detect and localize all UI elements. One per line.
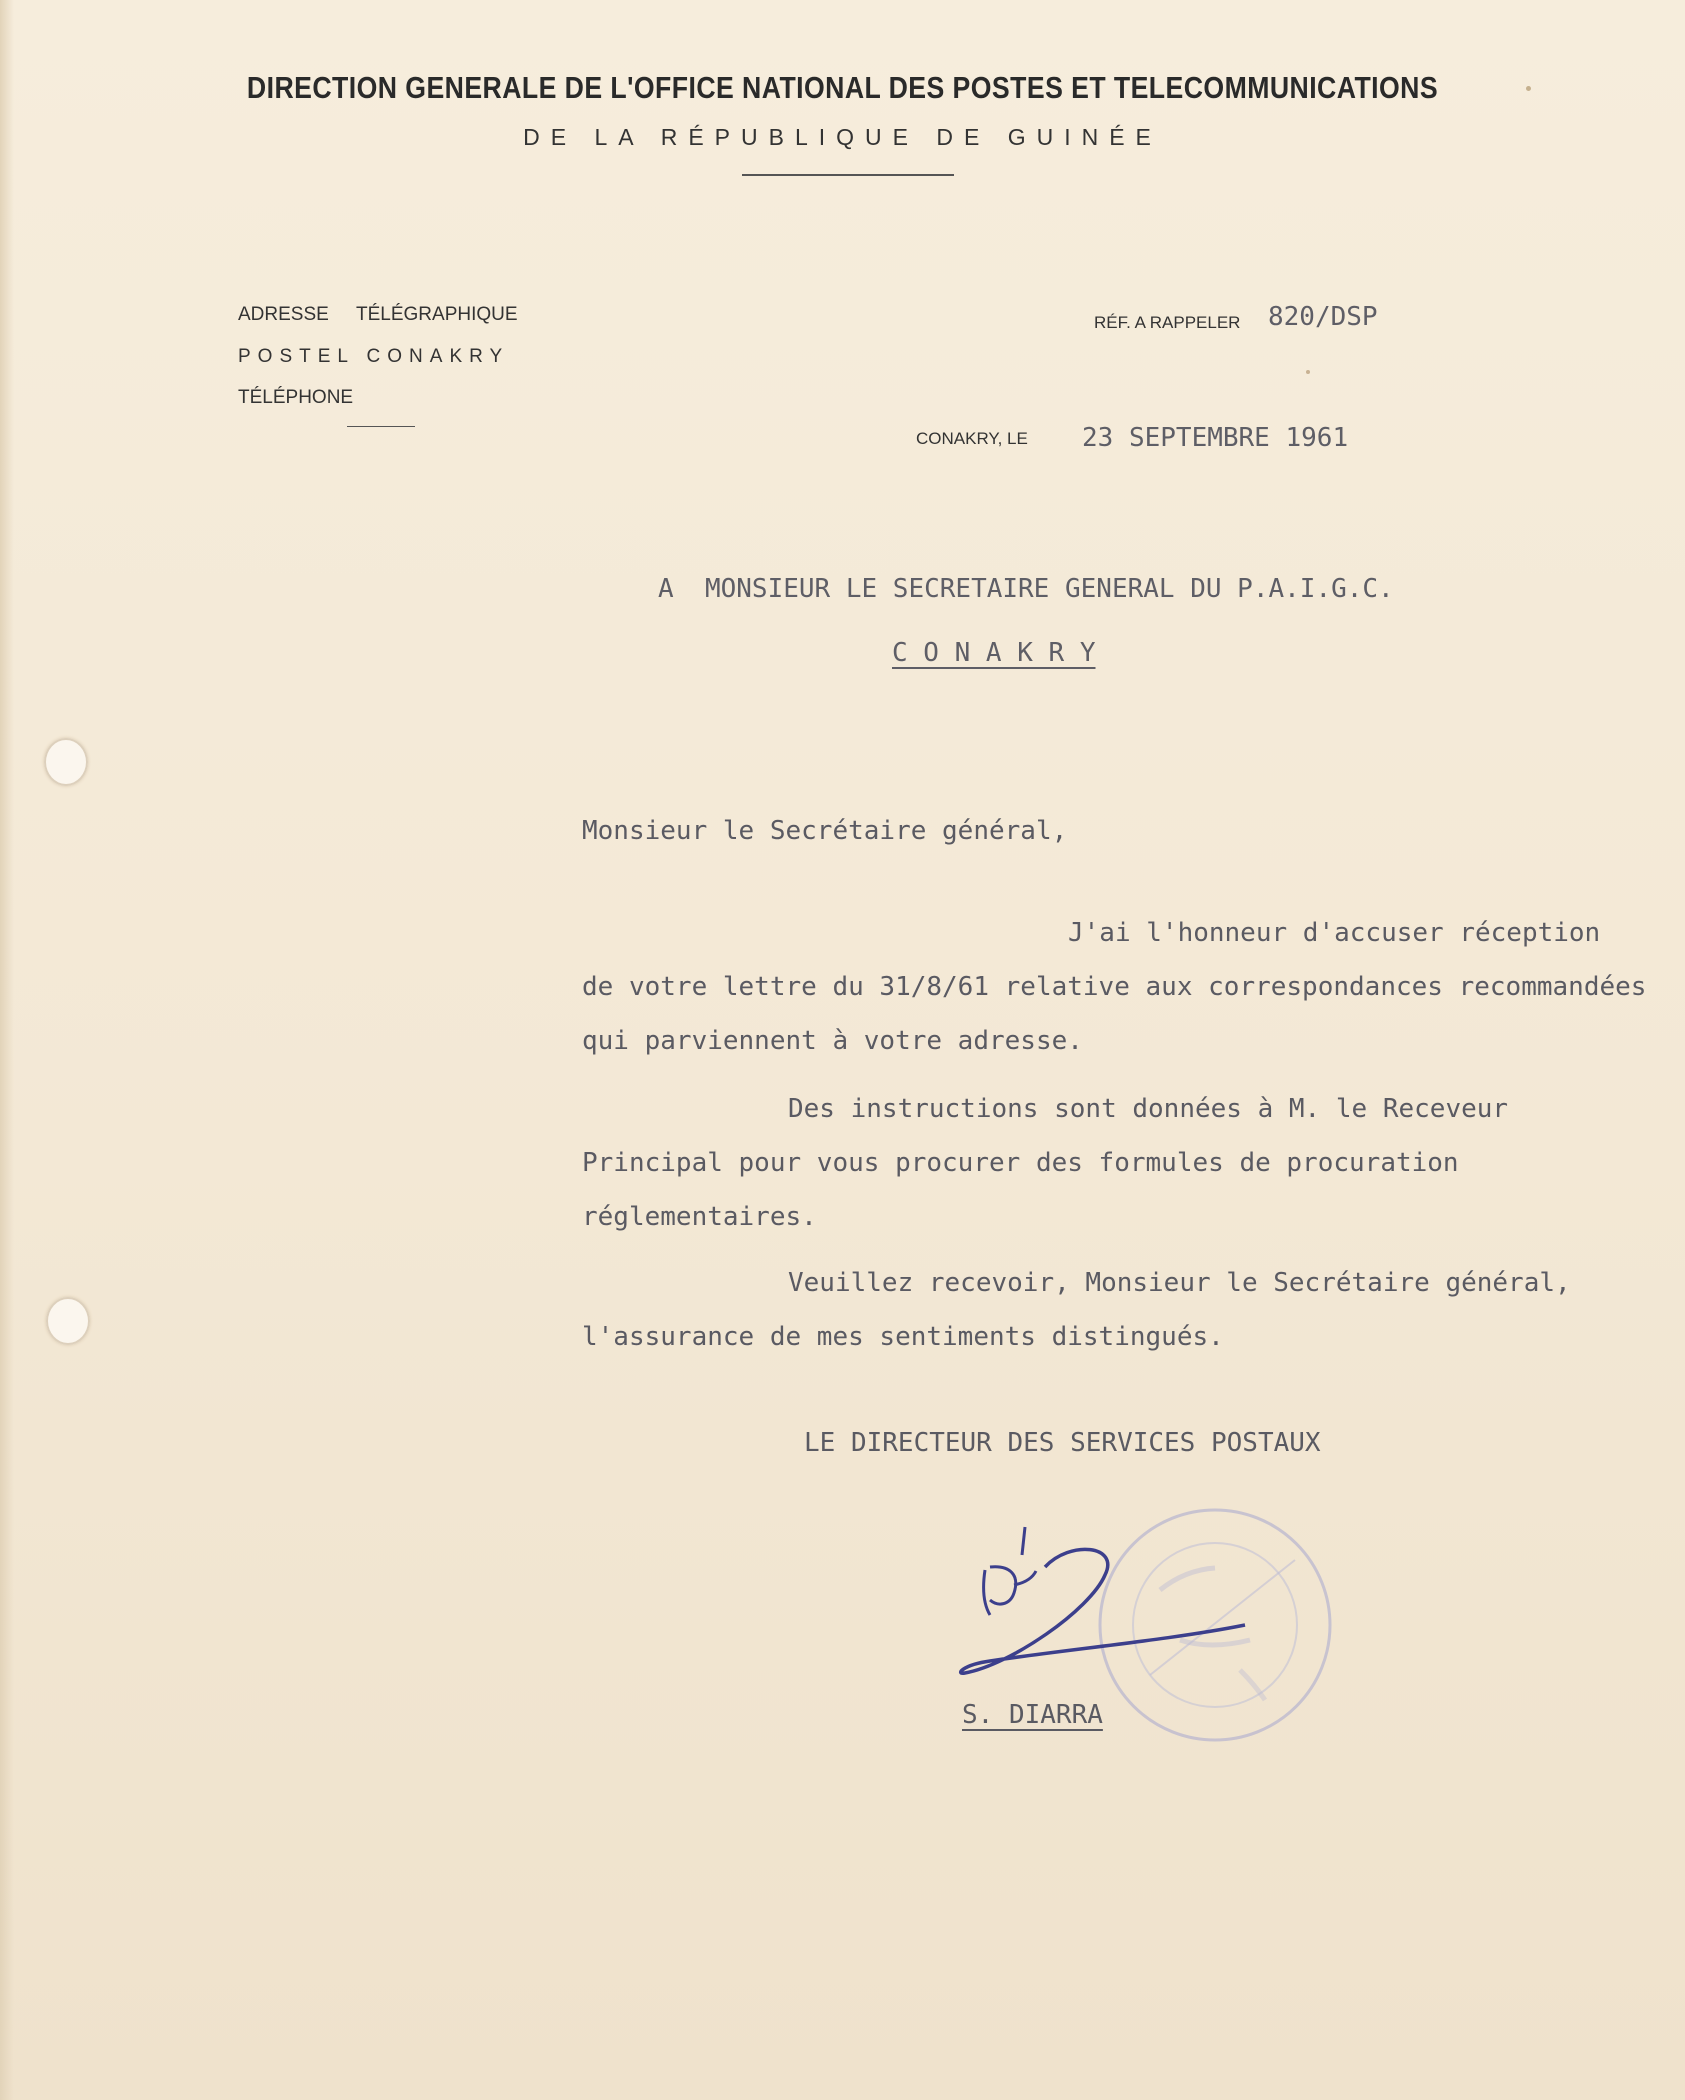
signatory-title: LE DIRECTEUR DES SERVICES POSTAUX: [804, 1428, 1321, 1458]
contact-telegraph-address: POSTEL CONAKRY: [238, 346, 510, 367]
body-line: qui parviennent à votre adresse.: [582, 1026, 1083, 1056]
body-line: l'assurance de mes sentiments distingués.: [582, 1322, 1224, 1352]
body-line: réglementaires.: [582, 1202, 817, 1232]
paper-speck: [1306, 370, 1310, 374]
dateline-value: 23 SEPTEMBRE 1961: [1082, 423, 1349, 453]
reference-value: 820/DSP: [1268, 302, 1378, 332]
header-divider: [742, 174, 954, 176]
paper-speck: [1526, 86, 1531, 91]
letterhead-title: DIRECTION GENERALE DE L'OFFICE NATIONAL DES POSTES ET TELECOMMUNICATIONS: [246, 70, 1439, 105]
telephone-blank-line: [347, 426, 415, 427]
body-line: Veuillez recevoir, Monsieur le Secrétaire général,: [788, 1268, 1571, 1298]
letterhead-subtitle: DE LA RÉPUBLIQUE DE GUINÉE: [523, 124, 1162, 150]
contact-address-label: ADRESSE: [238, 304, 329, 325]
salutation: Monsieur le Secrétaire général,: [582, 816, 1068, 846]
body-line: de votre lettre du 31/8/61 relative aux correspondances recommandées: [582, 972, 1647, 1002]
contact-telephone-label: TÉLÉPHONE: [238, 387, 354, 408]
signatory-name: S. DIARRA: [962, 1700, 1103, 1730]
punch-hole: [44, 738, 88, 786]
dateline-label: CONAKRY, LE: [916, 429, 1028, 448]
body-line: Principal pour vous procurer des formules de procuration: [582, 1148, 1459, 1178]
recipient-line: A MONSIEUR LE SECRETAIRE GENERAL DU P.A.I.G.C.: [658, 574, 1394, 604]
handwritten-signature: [950, 1515, 1300, 1695]
contact-address-value: TÉLÉGRAPHIQUE: [356, 304, 518, 325]
reference-label: RÉF. A RAPPELER: [1094, 313, 1241, 332]
punch-hole: [46, 1297, 90, 1345]
recipient-city: C O N A K R Y: [892, 638, 1096, 668]
body-line: Des instructions sont données à M. le Receveur: [788, 1094, 1509, 1124]
paper-edge: [0, 0, 14, 2100]
body-line: J'ai l'honneur d'accuser réception: [1068, 918, 1601, 948]
